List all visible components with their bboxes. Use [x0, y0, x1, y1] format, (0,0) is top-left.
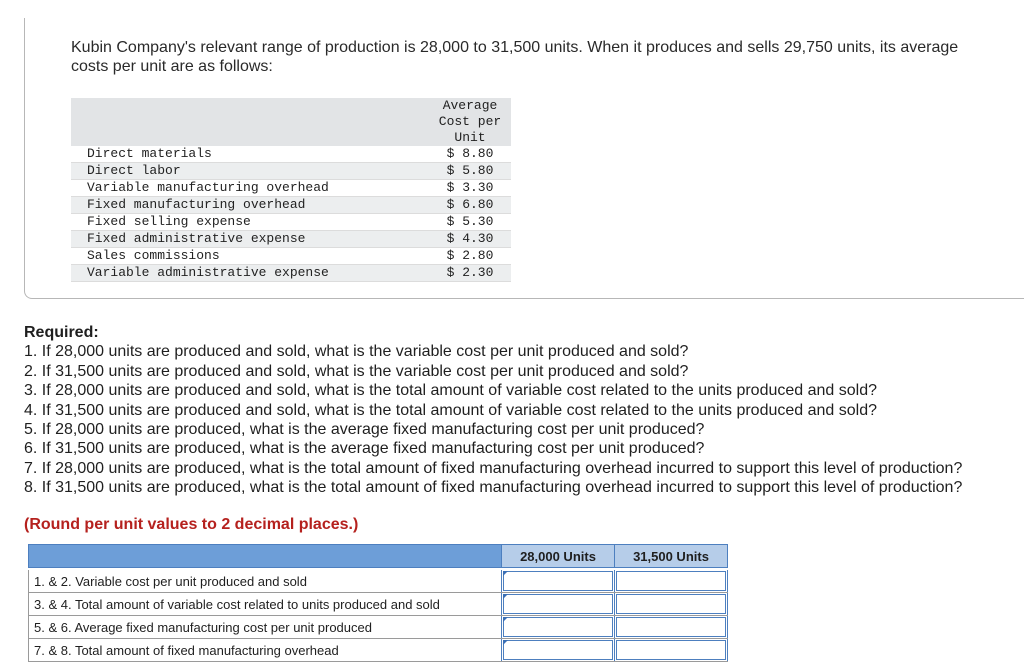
answer-input-28000[interactable] [503, 571, 613, 591]
cost-row-value: $ 3.30 [429, 180, 511, 197]
required-item: 5. If 28,000 units are produced, what is the average fixed manufacturing cost per unit produced? [24, 421, 705, 439]
answer-row-label: 1. & 2. Variable cost per unit produced and sold [29, 570, 502, 593]
answer-input-28000[interactable] [503, 640, 613, 660]
cost-row-value: $ 4.30 [429, 231, 511, 248]
cost-row-label: Sales commissions [71, 248, 429, 265]
rounding-instruction: (Round per unit values to 2 decimal places.) [24, 516, 359, 533]
answer-input-31500[interactable] [616, 617, 726, 637]
cost-row-label: Fixed manufacturing overhead [71, 197, 429, 214]
required-item: 6. If 31,500 units are produced, what is the average fixed manufacturing cost per unit produced? [24, 440, 705, 458]
cost-row-value: $ 6.80 [429, 197, 511, 214]
cost-row-value: $ 2.30 [429, 265, 511, 282]
required-heading: Required: [24, 324, 99, 341]
cost-row [71, 265, 511, 282]
cost-row-label: Fixed selling expense [71, 214, 429, 231]
cost-row [71, 180, 511, 197]
cost-row [71, 163, 511, 180]
required-item: 1. If 28,000 units are produced and sold, what is the variable cost per unit produced and sold? [24, 343, 689, 361]
answer-input-28000[interactable] [503, 617, 613, 637]
answer-input-31500[interactable] [616, 594, 726, 614]
answer-row [29, 616, 728, 639]
input-marker-icon [503, 640, 508, 645]
column-header-28000: 28,000 Units [502, 545, 615, 568]
cost-row-label: Fixed administrative expense [71, 231, 429, 248]
cost-row [71, 197, 511, 214]
required-item: 8. If 31,500 units are produced, what is the total amount of fixed manufacturing overhead incurred to support this level of production? [24, 479, 963, 497]
answer-row-label: 7. & 8. Total amount of fixed manufacturing overhead [29, 639, 502, 662]
answer-input-28000[interactable] [503, 594, 613, 614]
required-item: 4. If 31,500 units are produced and sold, what is the total amount of variable cost related to the units produced and sold? [24, 401, 877, 419]
answer-header-row [29, 545, 728, 568]
answer-input-31500[interactable] [616, 571, 726, 591]
required-item: 2. If 31,500 units are produced and sold, what is the variable cost per unit produced and sold? [24, 362, 689, 380]
intro-text: Kubin Company's relevant range of production is 28,000 to 31,500 units. When it produces and sells 29,750 units, its average costs per unit are as follows: [71, 39, 959, 75]
required-item: 3. If 28,000 units are produced and sold, what is the total amount of variable cost related to the units produced and sold? [24, 382, 877, 400]
answer-row [29, 639, 728, 662]
cost-row-value: $ 8.80 [429, 146, 511, 163]
answer-table [28, 544, 728, 662]
answer-header-blank [29, 545, 502, 568]
cost-table-header-blank [71, 98, 429, 146]
cost-table-header: Average Cost per Unit [429, 98, 511, 146]
cost-row-value: $ 2.80 [429, 248, 511, 265]
answer-input-31500[interactable] [616, 640, 726, 660]
required-item: 7. If 28,000 units are produced, what is the total amount of fixed manufacturing overhead incurred to support this level of production? [24, 459, 963, 477]
cost-row [71, 214, 511, 231]
input-marker-icon [503, 617, 508, 622]
average-cost-table [71, 98, 511, 282]
input-marker-icon [503, 594, 508, 599]
cost-row-label: Variable administrative expense [71, 265, 429, 282]
cost-table-header-row [71, 98, 511, 146]
cost-row-label: Direct labor [71, 163, 429, 180]
input-marker-icon [503, 571, 508, 576]
cost-row-value: $ 5.80 [429, 163, 511, 180]
cost-row-label: Direct materials [71, 146, 429, 163]
cost-row [71, 231, 511, 248]
required-section [24, 323, 1024, 498]
cost-row-label: Variable manufacturing overhead [71, 180, 429, 197]
answer-row-label: 5. & 6. Average fixed manufacturing cost per unit produced [29, 616, 502, 639]
cost-row [71, 146, 511, 163]
column-header-31500: 31,500 Units [615, 545, 728, 568]
cost-row-value: $ 5.30 [429, 214, 511, 231]
answer-row [29, 593, 728, 616]
answer-row [29, 570, 728, 593]
answer-row-label: 3. & 4. Total amount of variable cost related to units produced and sold [29, 593, 502, 616]
cost-row [71, 248, 511, 265]
